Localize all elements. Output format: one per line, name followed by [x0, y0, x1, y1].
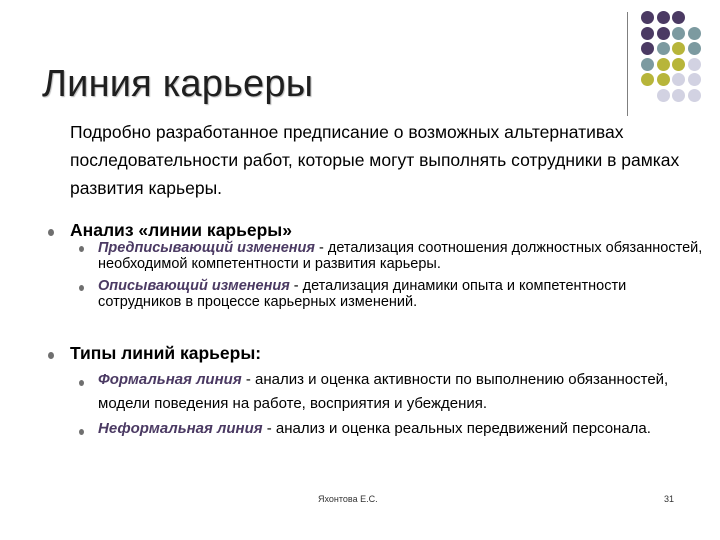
item-text: - анализ и оценка реальных передвижений персонала. — [262, 420, 651, 437]
bullet-icon — [79, 429, 84, 435]
section1-heading: Анализ «линии карьеры» — [70, 220, 292, 240]
decorative-dot — [657, 11, 670, 24]
intro-paragraph: Подробно разработанное предписание о возможных альтернативах последовательности работ, которые могут выполнять сотрудники в рамках развития карьеры. — [70, 122, 680, 198]
decorative-dot — [672, 73, 685, 86]
bullet-icon — [48, 229, 54, 236]
item-term: Предписывающий изменения — [98, 240, 315, 256]
item-text: - анализ и оценка активности по выполнению обязанностей, модели поведения на работе, восприятия и убеждения. — [98, 371, 669, 412]
decorative-dot — [688, 89, 701, 102]
item-term: Описывающий изменения — [98, 278, 290, 294]
decorative-dot — [657, 58, 670, 71]
footer-author: Яхонтова Е.С. — [318, 494, 378, 504]
decorative-dot — [657, 42, 670, 55]
section2-item-1 — [98, 368, 708, 416]
decorative-dot — [672, 27, 685, 40]
decorative-dot — [672, 58, 685, 71]
decorative-dot — [641, 58, 654, 71]
decorative-dot — [672, 42, 685, 55]
section1-item-2 — [98, 278, 708, 310]
page-number: 31 — [664, 494, 675, 504]
section2-item-2 — [98, 417, 708, 441]
decorative-dot — [688, 42, 701, 55]
decorative-dot — [672, 11, 685, 24]
decorative-dot — [641, 11, 654, 24]
decorative-dot — [641, 73, 654, 86]
slide-title: Линия карьеры — [42, 63, 314, 105]
decorative-dot — [657, 89, 670, 102]
decorative-dot — [641, 42, 654, 55]
item-text: - детализация соотношения должностных обязанностей, необходимой компетентности и развития карьеры. — [98, 240, 703, 272]
item-text: - детализация динамики опыта и компетентности сотрудников в процессе карьерных изменений. — [98, 278, 627, 310]
decorative-dot — [657, 27, 670, 40]
bullet-icon — [79, 246, 84, 252]
decorative-dot — [641, 27, 654, 40]
bullet-icon — [79, 380, 84, 386]
decorative-dot — [688, 73, 701, 86]
section1-item-1 — [98, 240, 708, 272]
decorative-divider-line — [627, 12, 628, 116]
section2-heading: Типы линий карьеры: — [70, 343, 262, 363]
decorative-dot — [688, 58, 701, 71]
bullet-icon — [79, 285, 84, 291]
item-term: Неформальная линия — [98, 420, 263, 437]
decorative-dot — [688, 27, 701, 40]
decorative-dot — [657, 73, 670, 86]
bullet-icon — [48, 352, 54, 359]
item-term: Формальная линия — [98, 371, 242, 388]
decorative-dot — [672, 89, 685, 102]
